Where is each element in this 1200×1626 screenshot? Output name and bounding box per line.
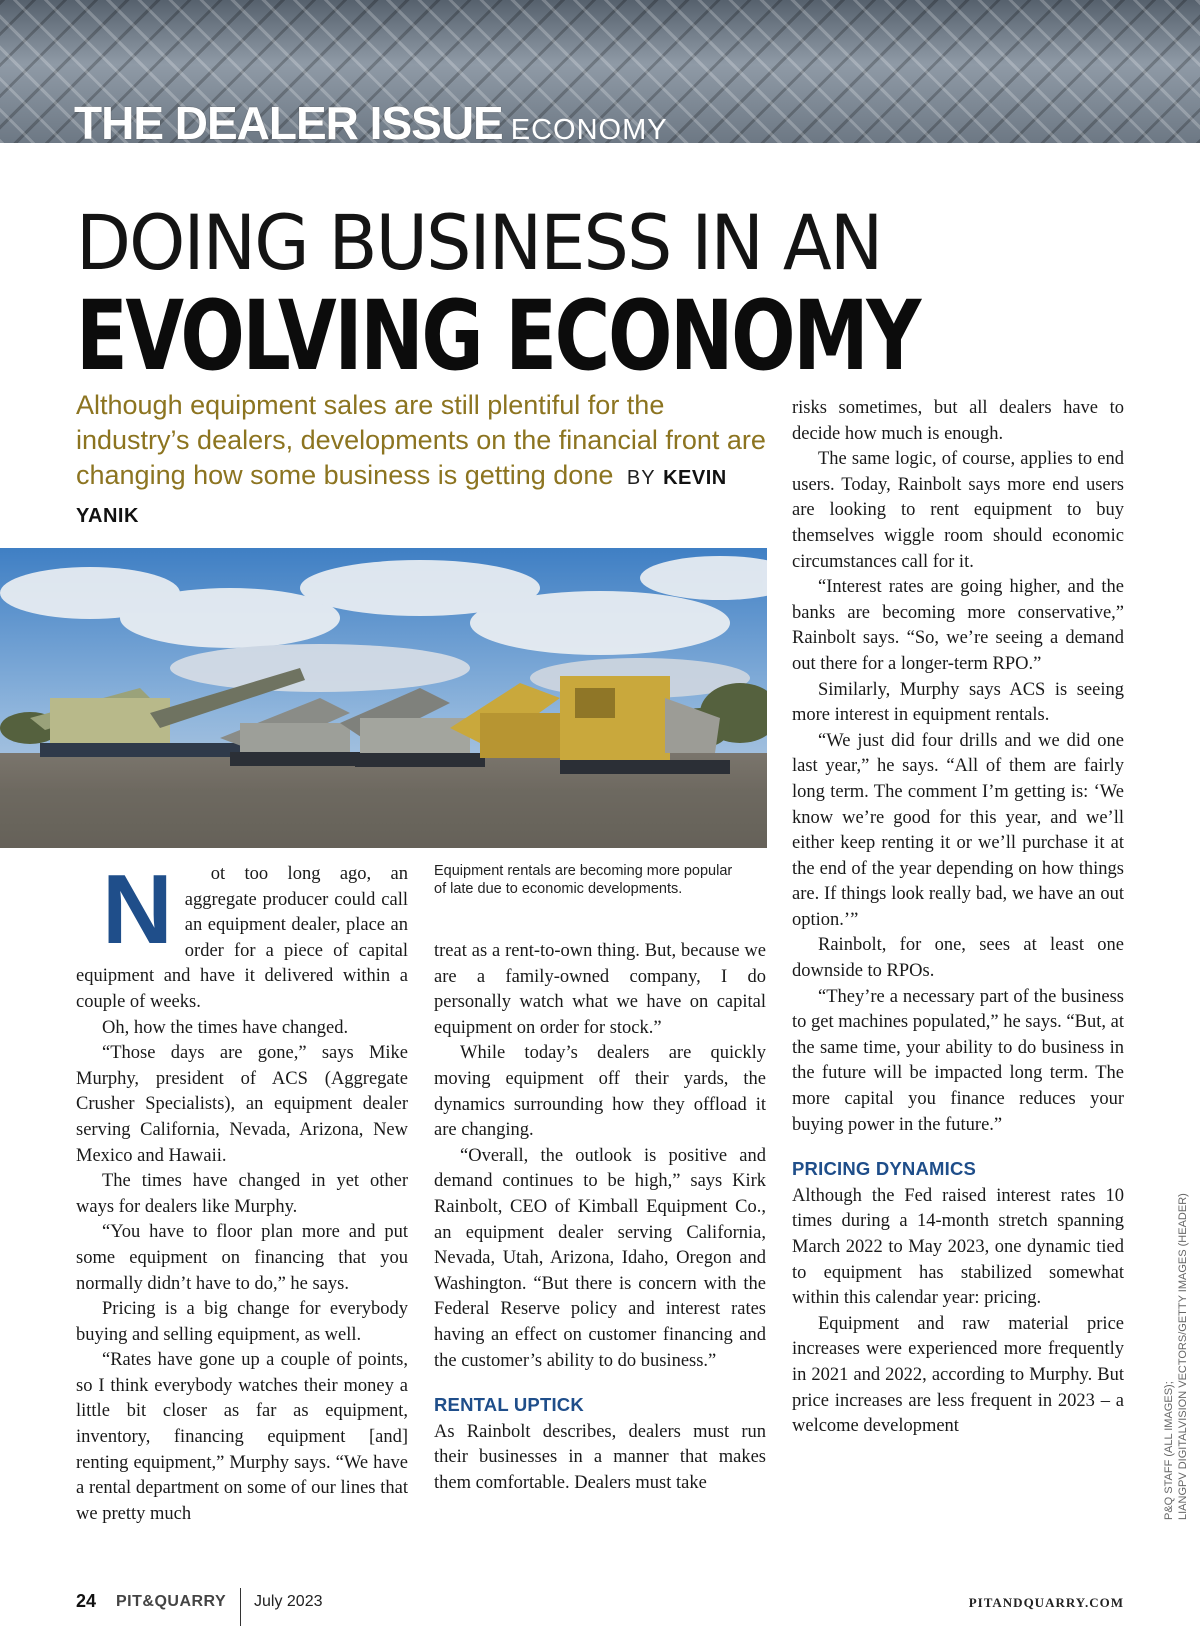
paragraph: While today’s dealers are quickly moving equipment off their yards, the dynamics surrounding how they offload it are changing. bbox=[434, 1043, 766, 1141]
paragraph: Although the Fed raised interest rates 10 times during a 14-month stretch spanning March 2022 to May 2023, one dynamic tied to equipment has stabilized somewhat within this calendar year: pricing. bbox=[792, 1185, 1124, 1309]
footer-date: July 2023 bbox=[254, 1593, 323, 1610]
paragraph: “Rates have gone up a couple of points, so I think everybody watches their money a little bit closer as far as equipment, inventory, financing equipment [and] renting equipment,” Murphy says. “We have a rental department on some of our lines that we pretty much bbox=[76, 1350, 408, 1524]
equipment-yard-illustration bbox=[0, 548, 767, 848]
dropcap: N bbox=[102, 854, 173, 964]
paragraph: “Those days are gone,” says Mike Murphy, president of ACS (Aggregate Crusher Specialists), an equipment dealer serving California, Nevada, Arizona, New Mexico and Hawaii. bbox=[76, 1043, 408, 1166]
paragraph: Rainbolt, for one, sees at least one downside to RPOs. bbox=[792, 935, 1124, 982]
paragraph: “We just did four drills and we did one last year,” he says. “All of them are fairly long term. The comment I’m getting is: ‘We know we’re good for this year, and we’ll either keep renting it or we’ll purchase it at the end of the year depending on how things are. If things look really bad, we have an out option.’” bbox=[792, 730, 1124, 930]
article-column-1 bbox=[76, 854, 408, 1527]
article-column-2 bbox=[434, 939, 766, 1496]
paragraph: Pricing is a big change for everybody buying and selling equipment, as well. bbox=[76, 1299, 408, 1345]
footer-divider bbox=[240, 1588, 241, 1626]
footer-brand: PIT&QUARRY bbox=[116, 1593, 227, 1610]
paragraph: “Interest rates are going higher, and the banks are becoming more conservative,” Rainbolt says. “So, we’re seeing a demand out there for a longer-term RPO.” bbox=[792, 577, 1124, 674]
hero-photo bbox=[0, 548, 767, 848]
photo-credit-vertical bbox=[1162, 1100, 1190, 1520]
article-deck bbox=[76, 388, 766, 534]
article-column-3 bbox=[792, 396, 1124, 1440]
footer-url: PITANDQUARRY.COM bbox=[968, 1595, 1124, 1610]
subhead-rental-uptick: RENTAL UPTICK bbox=[434, 1394, 584, 1416]
section-title bbox=[74, 96, 668, 143]
section-title-light: ECONOMY bbox=[510, 114, 668, 143]
byline-author: KEVIN YANIK bbox=[76, 467, 727, 527]
paragraph: “They’re a necessary part of the business to get machines populated,” he says. “But, at the same time, your ability to do business in the future will be impacted long term. The more capital you finance reduces your buying power in the future.” bbox=[792, 986, 1124, 1135]
headline-line-1: DOING BUSINESS IN AN bbox=[76, 198, 882, 287]
paragraph-first bbox=[76, 854, 408, 1016]
paragraph: treat as a rent-to-own thing. But, because we are a family-owned company, I do personally watch what we have on capital equipment on order for stock.” bbox=[434, 941, 766, 1038]
deck-text: Although equipment sales are still plentiful for the industry’s dealers, developments on the financial front are changing how some business is getting done bbox=[76, 390, 766, 490]
paragraph: As Rainbolt describes, dealers must run their businesses in a manner that makes them comfortable. Dealers must take bbox=[434, 1421, 766, 1493]
byline-by: BY bbox=[626, 467, 656, 489]
subhead-pricing-dynamics: PRICING DYNAMICS bbox=[792, 1158, 977, 1180]
paragraph: “Overall, the outlook is positive and demand continues to be high,” says Kirk Rainbolt, CEO of Kimball Equipment Co., an equipment dealer serving California, Nevada, Utah, Arizona, Idaho, Oregon and Washington. “But there is concern with the Federal Reserve policy and interest rates having an effect on customer financing and the customer’s ability to do business.” bbox=[434, 1145, 766, 1371]
header-diamond-plate-band bbox=[0, 0, 1200, 143]
credit-line-2: LIANGPV DIGITALVISION VECTORS/GETTY IMAGES (HEADER) bbox=[1177, 1193, 1189, 1520]
headline-line-2: EVOLVING ECONOMY bbox=[76, 280, 919, 392]
paragraph: The times have changed in yet other ways for dealers like Murphy. bbox=[76, 1171, 408, 1217]
paragraph: Equipment and raw material price increases were experienced more frequently in 2021 and 2022, according to Murphy. But price increases are less frequent in 2023 – a welcome development bbox=[792, 1313, 1124, 1437]
paragraph: risks sometimes, but all dealers have to decide how much is enough. bbox=[792, 398, 1124, 444]
credit-line-1: P&Q STAFF (ALL IMAGES); bbox=[1163, 1381, 1175, 1520]
paragraph: “You have to floor plan more and put some equipment on financing that you normally didn’t have to do,” he says. bbox=[76, 1222, 408, 1294]
paragraph: Similarly, Murphy says ACS is seeing more interest in equipment rentals. bbox=[792, 679, 1124, 726]
paragraph-text: ot too long ago, an aggregate producer could call an equipment dealer, place an order for a piece of capital equipment and have it delivered within a couple of weeks. bbox=[76, 864, 408, 1012]
paragraph: The same logic, of course, applies to end users. Today, Rainbolt says more end users are looking to rent equipment to buy themselves wiggle room should economic circumstances call for it. bbox=[792, 449, 1124, 572]
footer-page-number: 24 bbox=[76, 1591, 97, 1611]
section-title-bold: THE DEALER ISSUE bbox=[74, 97, 503, 143]
paragraph: Oh, how the times have changed. bbox=[102, 1017, 349, 1038]
photo-caption: Equipment rentals are becoming more popular of late due to economic developments. bbox=[434, 863, 733, 897]
